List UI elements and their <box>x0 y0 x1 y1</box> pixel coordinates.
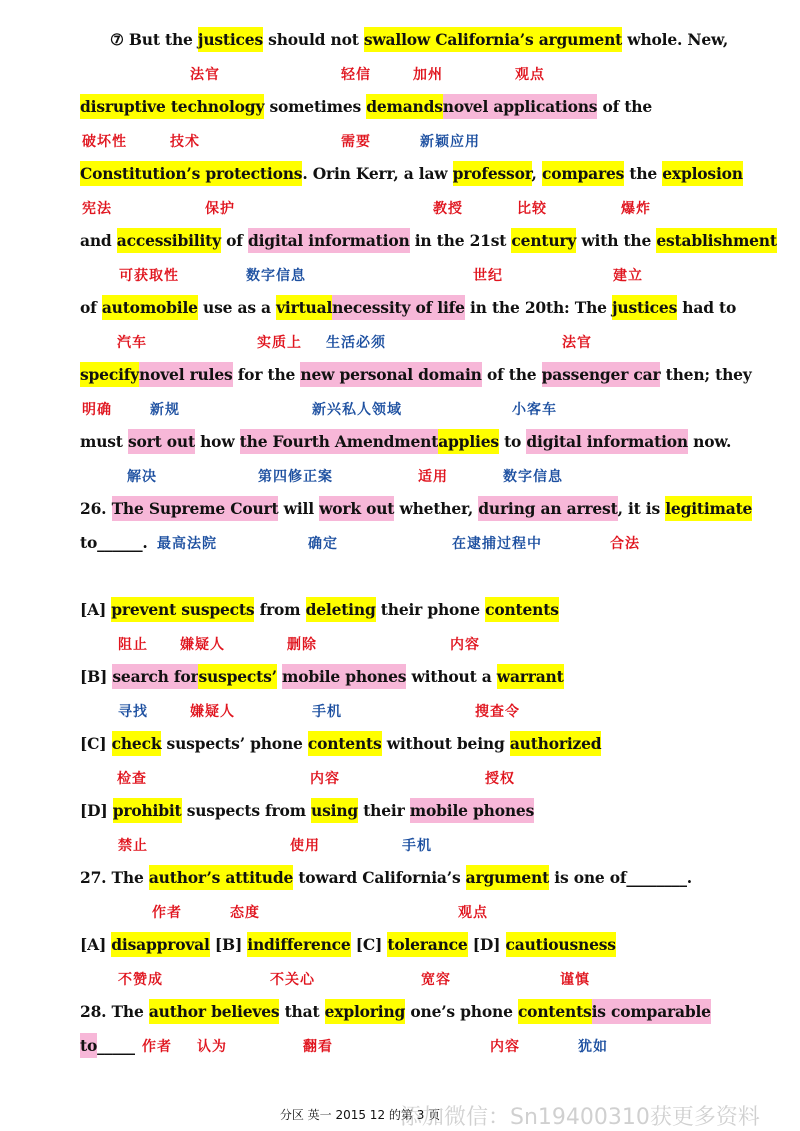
plain-text: [D] <box>80 801 113 820</box>
plain-text: their phone <box>375 600 486 619</box>
chinese-annotation: 轻信 <box>341 67 371 83</box>
yellow-highlight: century <box>511 228 576 253</box>
pink-highlight: The Supreme Court <box>112 496 279 521</box>
yellow-highlight: deleting <box>306 597 376 622</box>
plain-text: from <box>254 600 306 619</box>
yellow-highlight: author believes <box>149 999 280 1024</box>
chinese-annotation: 观点 <box>515 67 545 83</box>
chinese-annotation: 不关心 <box>270 972 315 988</box>
yellow-highlight: accessibility <box>117 228 221 253</box>
yellow-highlight: Constitution’s protections <box>80 161 302 186</box>
yellow-highlight: swallow California’s argument <box>364 27 622 52</box>
text-line <box>80 159 743 189</box>
yellow-highlight: legitimate <box>665 496 752 521</box>
plain-text: of <box>80 298 102 317</box>
plain-text: [C] <box>80 734 112 753</box>
chinese-annotation: 数字信息 <box>503 469 563 485</box>
chinese-annotation: 手机 <box>312 704 342 720</box>
yellow-highlight: argument <box>466 865 549 890</box>
plain-text: 26. <box>80 499 112 518</box>
chinese-annotation: 阻止 <box>118 637 148 653</box>
plain-text: [A] <box>80 935 112 954</box>
plain-text: then; they <box>660 365 752 384</box>
pink-highlight: passenger car <box>542 362 661 387</box>
yellow-highlight: justices <box>612 295 677 320</box>
plain-text: one’s phone <box>405 1002 518 1021</box>
chinese-annotation: 汽车 <box>117 335 147 351</box>
plain-text: _____ <box>97 1036 135 1055</box>
chinese-annotation: 宽容 <box>421 972 451 988</box>
yellow-highlight: suspects’ <box>198 664 276 689</box>
plain-text: had to <box>677 298 737 317</box>
text-line <box>80 293 736 323</box>
text-line <box>80 226 777 256</box>
yellow-highlight: virtual <box>276 295 332 320</box>
plain-text: [C] <box>350 935 388 954</box>
chinese-annotation: 适用 <box>418 469 448 485</box>
chinese-annotation: 新兴私人领域 <box>312 402 402 418</box>
plain-text: of the <box>597 97 653 116</box>
plain-text: without a <box>406 667 497 686</box>
chinese-annotation: 世纪 <box>473 268 503 284</box>
plain-text: the <box>624 164 663 183</box>
pink-highlight: sort out <box>128 429 195 454</box>
yellow-highlight: contents <box>485 597 559 622</box>
chinese-annotation: 授权 <box>485 771 515 787</box>
chinese-annotation: 作者 <box>142 1039 172 1055</box>
plain-text: [B] <box>80 667 113 686</box>
plain-text: to______. <box>80 533 148 552</box>
yellow-highlight: prohibit <box>113 798 182 823</box>
plain-text: is one of________. <box>549 868 692 887</box>
pink-highlight: digital information <box>526 429 688 454</box>
plain-text: [B] <box>209 935 248 954</box>
yellow-highlight: establishment <box>656 228 777 253</box>
plain-text: for the <box>232 365 301 384</box>
chinese-annotation: 破坏性 <box>82 134 127 150</box>
chinese-annotation: 比较 <box>517 201 547 217</box>
yellow-highlight: demands <box>366 94 443 119</box>
yellow-highlight: author’s attitude <box>149 865 293 890</box>
text-line <box>80 494 752 524</box>
plain-text: in the 20th: The <box>464 298 613 317</box>
pink-highlight: mobile phones <box>410 798 534 823</box>
yellow-highlight: automobile <box>102 295 198 320</box>
plain-text: suspects’ phone <box>161 734 308 753</box>
text-line <box>80 796 534 826</box>
chinese-annotation: 犹如 <box>578 1039 608 1055</box>
chinese-annotation: 内容 <box>450 637 480 653</box>
yellow-highlight: compares <box>542 161 624 186</box>
yellow-highlight: using <box>311 798 358 823</box>
chinese-annotation: 作者 <box>152 905 182 921</box>
chinese-annotation: 翻看 <box>303 1039 333 1055</box>
text-line <box>80 997 711 1027</box>
plain-text: and <box>80 231 117 250</box>
chinese-annotation: 解决 <box>127 469 157 485</box>
plain-text: whether, <box>394 499 479 518</box>
pink-highlight: digital information <box>248 228 410 253</box>
yellow-highlight: tolerance <box>387 932 467 957</box>
yellow-highlight: justices <box>198 27 263 52</box>
text-line <box>80 427 731 457</box>
text-line <box>80 92 652 122</box>
yellow-highlight: warrant <box>497 664 564 689</box>
yellow-highlight: indifference <box>247 932 350 957</box>
chinese-annotation: 在逮捕过程中 <box>452 536 542 552</box>
pink-highlight: novel applications <box>443 94 598 119</box>
text-line <box>80 662 564 692</box>
chinese-annotation: 检查 <box>117 771 147 787</box>
chinese-annotation: 合法 <box>610 536 640 552</box>
chinese-annotation: 需要 <box>341 134 371 150</box>
plain-text: will <box>278 499 320 518</box>
chinese-annotation: 认为 <box>197 1039 227 1055</box>
chinese-annotation: 法官 <box>190 67 220 83</box>
pink-highlight: necessity of life <box>332 295 465 320</box>
plain-text: without being <box>381 734 510 753</box>
chinese-annotation: 爆炸 <box>621 201 651 217</box>
chinese-annotation: 数字信息 <box>246 268 306 284</box>
plain-text: . Orin Kerr, a law <box>302 164 453 183</box>
plain-text: [D] <box>467 935 506 954</box>
chinese-annotation: 删除 <box>287 637 317 653</box>
chinese-annotation: 实质上 <box>257 335 302 351</box>
chinese-annotation: 使用 <box>290 838 320 854</box>
chinese-annotation: 寻找 <box>118 704 148 720</box>
chinese-annotation: 技术 <box>170 134 200 150</box>
chinese-annotation: 小客车 <box>512 402 557 418</box>
yellow-highlight: contents <box>308 731 382 756</box>
chinese-annotation: 新颖应用 <box>420 134 480 150</box>
plain-text: sometimes <box>264 97 367 116</box>
chinese-annotation: 内容 <box>310 771 340 787</box>
plain-text: use as a <box>197 298 277 317</box>
plain-text: of the <box>481 365 542 384</box>
pink-highlight: new personal domain <box>300 362 481 387</box>
plain-text: how <box>194 432 240 451</box>
plain-text: in the 21st <box>409 231 512 250</box>
plain-text: 27. The <box>80 868 149 887</box>
pink-highlight: to <box>80 1033 97 1058</box>
yellow-highlight: professor <box>453 161 532 186</box>
chinese-annotation: 教授 <box>433 201 463 217</box>
yellow-highlight: applies <box>438 429 499 454</box>
pink-highlight: search for <box>112 664 198 689</box>
yellow-highlight: cautiousness <box>506 932 616 957</box>
pink-highlight: the Fourth Amendment <box>240 429 439 454</box>
yellow-highlight: specify <box>80 362 139 387</box>
plain-text: must <box>80 432 128 451</box>
pink-highlight: is comparable <box>592 999 711 1024</box>
plain-text: of <box>220 231 248 250</box>
pink-highlight: novel rules <box>139 362 232 387</box>
yellow-highlight: explosion <box>662 161 743 186</box>
chinese-annotation: 明确 <box>82 402 112 418</box>
plain-text: suspects from <box>181 801 312 820</box>
plain-text: , <box>531 164 542 183</box>
plain-text: , it is <box>617 499 666 518</box>
yellow-highlight: exploring <box>325 999 406 1024</box>
plain-text: their <box>358 801 410 820</box>
chinese-annotation: 新规 <box>150 402 180 418</box>
chinese-annotation: 嫌疑人 <box>180 637 225 653</box>
text-line <box>80 930 616 960</box>
plain-text: [A] <box>80 600 112 619</box>
text-line <box>80 595 559 625</box>
text-line <box>80 528 148 558</box>
plain-text: whole. New, <box>622 30 729 49</box>
plain-text: now. <box>687 432 732 451</box>
chinese-annotation: 观点 <box>458 905 488 921</box>
yellow-highlight: authorized <box>510 731 602 756</box>
yellow-highlight: check <box>112 731 162 756</box>
plain-text: with the <box>576 231 657 250</box>
chinese-annotation: 手机 <box>402 838 432 854</box>
watermark: 添加微信：Sn19400310获更多资料 <box>400 1105 760 1130</box>
pink-highlight: during an arrest <box>478 496 617 521</box>
chinese-annotation: 可获取性 <box>119 268 179 284</box>
text-line <box>80 729 601 759</box>
text-line <box>80 1031 135 1061</box>
chinese-annotation: 保护 <box>205 201 235 217</box>
yellow-highlight: contents <box>518 999 592 1024</box>
chinese-annotation: 确定 <box>308 536 338 552</box>
plain-text: to <box>498 432 527 451</box>
chinese-annotation: 禁止 <box>118 838 148 854</box>
chinese-annotation: 加州 <box>413 67 443 83</box>
text-line <box>80 360 752 390</box>
yellow-highlight: disapproval <box>111 932 209 957</box>
plain-text: ⑦ But the <box>110 30 198 49</box>
page-footer-text: 分区 英一 2015 12 的第 3 页 <box>279 1108 441 1122</box>
chinese-annotation: 内容 <box>490 1039 520 1055</box>
chinese-annotation: 谨慎 <box>560 972 590 988</box>
chinese-annotation: 嫌疑人 <box>190 704 235 720</box>
chinese-annotation: 搜查令 <box>475 704 520 720</box>
chinese-annotation: 法官 <box>562 335 592 351</box>
pink-highlight: mobile phones <box>282 664 406 689</box>
chinese-annotation: 最高法院 <box>157 536 217 552</box>
chinese-annotation: 建立 <box>613 268 643 284</box>
plain-text: should not <box>262 30 364 49</box>
plain-text: toward California’s <box>293 868 466 887</box>
chinese-annotation: 态度 <box>230 905 260 921</box>
chinese-annotation: 第四修正案 <box>258 469 333 485</box>
plain-text: 28. The <box>80 1002 149 1021</box>
yellow-highlight: prevent suspects <box>111 597 254 622</box>
chinese-annotation: 生活必须 <box>326 335 386 351</box>
text-line <box>110 25 728 55</box>
text-line <box>80 863 692 893</box>
yellow-highlight: disruptive technology <box>80 94 264 119</box>
chinese-annotation: 宪法 <box>82 201 112 217</box>
chinese-annotation: 不赞成 <box>118 972 163 988</box>
plain-text: that <box>279 1002 325 1021</box>
pink-highlight: work out <box>319 496 394 521</box>
